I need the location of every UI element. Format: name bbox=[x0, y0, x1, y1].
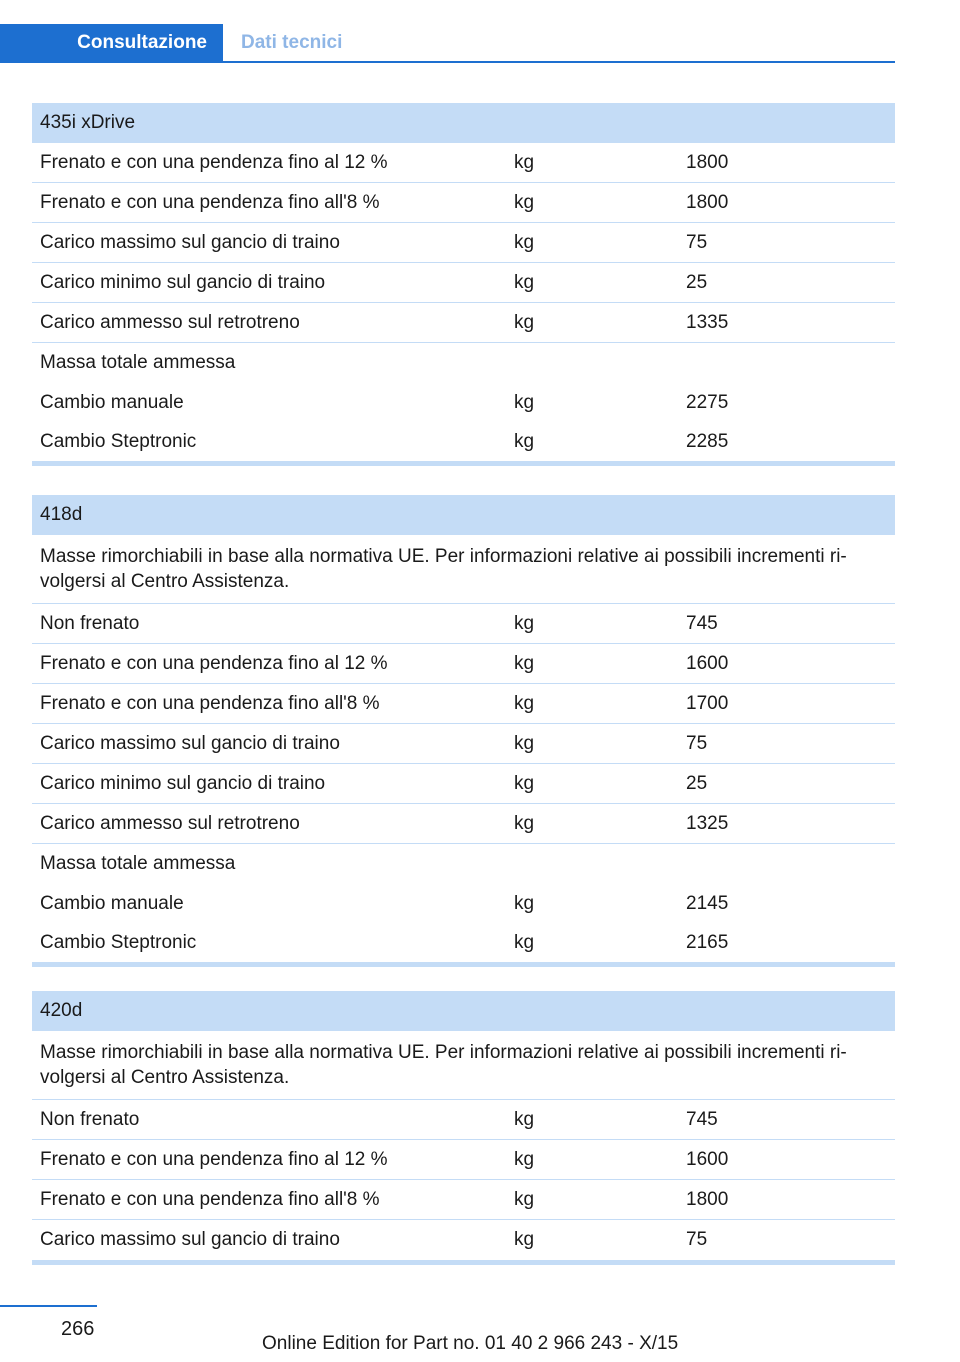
row-unit: kg bbox=[514, 430, 535, 452]
row-unit: kg bbox=[514, 612, 535, 634]
table-row bbox=[32, 804, 895, 844]
row-unit: kg bbox=[514, 311, 535, 333]
row-value: 75 bbox=[686, 231, 708, 253]
table-row bbox=[32, 764, 895, 804]
row-unit: kg bbox=[514, 191, 535, 213]
row-value: 1700 bbox=[686, 692, 729, 714]
row-unit: kg bbox=[514, 732, 535, 754]
edition-footer: Online Edition for Part no. 01 40 2 966 243 - X/15 bbox=[262, 1333, 679, 1354]
row-unit: kg bbox=[514, 231, 535, 253]
top-navigation bbox=[0, 24, 895, 62]
row-value: 1325 bbox=[686, 812, 729, 834]
row-unit: kg bbox=[514, 772, 535, 794]
row-label: Frenato e con una pendenza fino all'8 % bbox=[40, 1188, 380, 1210]
table-row bbox=[32, 143, 895, 183]
table-row bbox=[32, 1220, 895, 1260]
table-row bbox=[32, 1100, 895, 1140]
table-row bbox=[32, 1180, 895, 1220]
row-value: 25 bbox=[686, 772, 708, 794]
row-label: Frenato e con una pendenza fino all'8 % bbox=[40, 191, 380, 213]
row-value: 745 bbox=[686, 612, 718, 634]
table-row bbox=[32, 923, 895, 962]
row-label: Carico massimo sul gancio di traino bbox=[40, 231, 340, 253]
row-value: 2145 bbox=[686, 892, 729, 914]
row-value: 1600 bbox=[686, 652, 729, 674]
tab-dati-tecnici[interactable]: Dati tecnici bbox=[241, 31, 343, 53]
header-divider bbox=[0, 61, 895, 63]
row-unit: kg bbox=[514, 892, 535, 914]
table-row bbox=[32, 263, 895, 303]
table-note: Masse rimorchiabili in base alla normativa UE. Per informazioni relative ai possibili incrementi ri-volgersi al Centro Assistenza. bbox=[32, 535, 895, 604]
row-label: Cambio manuale bbox=[40, 391, 184, 413]
table-row bbox=[32, 684, 895, 724]
row-label: Non frenato bbox=[40, 612, 140, 634]
row-label: Cambio manuale bbox=[40, 892, 184, 914]
row-value: 1800 bbox=[686, 151, 729, 173]
row-label: Frenato e con una pendenza fino al 12 % bbox=[40, 652, 388, 674]
table-end-bar bbox=[32, 962, 895, 967]
row-label: Carico minimo sul gancio di traino bbox=[40, 271, 326, 293]
table-row bbox=[32, 303, 895, 343]
row-label: Carico minimo sul gancio di traino bbox=[40, 772, 326, 794]
table-418d bbox=[32, 495, 895, 967]
page-number-rule bbox=[0, 1305, 97, 1307]
table-420d bbox=[32, 991, 895, 1265]
table-row bbox=[32, 644, 895, 684]
row-label: Carico massimo sul gancio di traino bbox=[40, 1229, 340, 1250]
row-label: Frenato e con una pendenza fino al 12 % bbox=[40, 151, 388, 173]
mass-heading-row bbox=[32, 844, 895, 884]
tab-consultazione[interactable]: Consultazione bbox=[0, 24, 223, 61]
row-value: 2285 bbox=[686, 430, 729, 452]
row-unit: kg bbox=[514, 812, 535, 834]
table-row bbox=[32, 183, 895, 223]
row-unit: kg bbox=[514, 1188, 535, 1210]
table-end-bar bbox=[32, 461, 895, 466]
row-label: Carico ammesso sul retrotreno bbox=[40, 812, 300, 834]
page-number: 266 bbox=[61, 1318, 95, 1340]
table-row bbox=[32, 884, 895, 923]
row-unit: kg bbox=[514, 692, 535, 714]
table-row bbox=[32, 223, 895, 263]
row-label: Cambio Steptronic bbox=[40, 430, 197, 452]
row-value: 2165 bbox=[686, 931, 729, 953]
table-row bbox=[32, 1140, 895, 1180]
table-row bbox=[32, 604, 895, 644]
row-value: 75 bbox=[686, 1229, 708, 1250]
table-title: 435i xDrive bbox=[32, 103, 895, 143]
row-unit: kg bbox=[514, 151, 535, 173]
table-row bbox=[32, 724, 895, 764]
table-row bbox=[32, 383, 895, 422]
row-value: 1335 bbox=[686, 311, 729, 333]
mass-heading: Massa totale ammessa bbox=[40, 853, 236, 874]
row-value: 25 bbox=[686, 271, 708, 293]
row-value: 1800 bbox=[686, 1188, 729, 1210]
table-title: 420d bbox=[32, 991, 895, 1031]
row-value: 1800 bbox=[686, 191, 729, 213]
row-unit: kg bbox=[514, 652, 535, 674]
row-label: Frenato e con una pendenza fino al 12 % bbox=[40, 1148, 388, 1170]
table-row bbox=[32, 422, 895, 461]
row-unit: kg bbox=[514, 931, 535, 953]
row-unit: kg bbox=[514, 391, 535, 413]
row-unit: kg bbox=[514, 1229, 535, 1250]
row-unit: kg bbox=[514, 271, 535, 293]
mass-heading: Massa totale ammessa bbox=[40, 352, 236, 373]
row-value: 1600 bbox=[686, 1148, 729, 1170]
row-label: Carico massimo sul gancio di traino bbox=[40, 732, 340, 754]
row-label: Cambio Steptronic bbox=[40, 931, 197, 953]
row-value: 745 bbox=[686, 1108, 718, 1130]
row-label: Non frenato bbox=[40, 1108, 140, 1130]
table-435i-xdrive bbox=[32, 103, 895, 466]
row-label: Carico ammesso sul retrotreno bbox=[40, 311, 300, 333]
row-unit: kg bbox=[514, 1108, 535, 1130]
mass-heading-row bbox=[32, 343, 895, 383]
table-note: Masse rimorchiabili in base alla normativa UE. Per informazioni relative ai possibili incrementi ri-volgersi al Centro Assistenza. bbox=[32, 1031, 895, 1100]
table-title: 418d bbox=[32, 495, 895, 535]
row-value: 2275 bbox=[686, 391, 729, 413]
row-unit: kg bbox=[514, 1148, 535, 1170]
row-label: Frenato e con una pendenza fino all'8 % bbox=[40, 692, 380, 714]
table-end-bar bbox=[32, 1260, 895, 1265]
row-value: 75 bbox=[686, 732, 708, 754]
